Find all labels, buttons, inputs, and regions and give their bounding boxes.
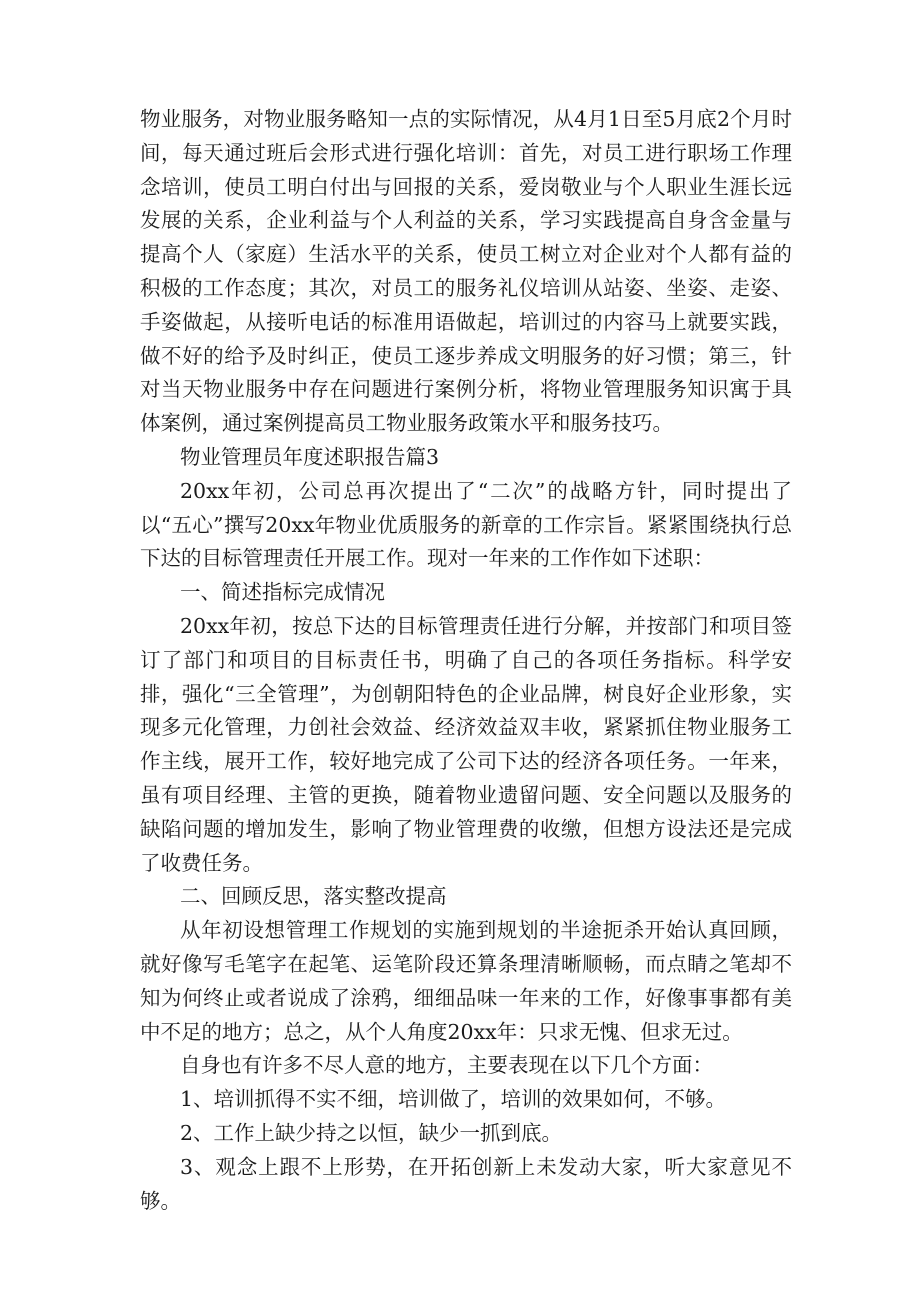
paragraph-shortcomings-intro: 自身也有许多不尽人意的地方，主要表现在以下几个方面： <box>180 1053 713 1078</box>
paragraph-training-continuation: 物业服务，对物业服务略知一点的实际情况，从4月1日至5月底2个月时间，每天通过班后会形式进行强化培训：首先，对员工进行职场工作理念培训，使员工明白付出与回报的关系，爱岗敬业与个人职业生涯长远发展的关系，企业利益与个人利益的关系，学习实践提高自身含金量与提高个人（家庭）生活水平的关系，使员工树立对企业对个人都有益的积极的工作态度；其次，对员工的服务礼仪培训从站姿、坐姿、走姿、手姿做起，从接听电话的标准用语做起，培训过的内容马上就要实践，做不好的给予及时纠正，使员工逐步养成文明服务的好习惯；第三，针对当天物业服务中存在问题进行案例分析，将物业管理服务知识寓于具体案例，通过案例提高员工物业服务政策水平和服务技巧。 <box>140 107 792 436</box>
section-title-report-3: 物业管理员年度述职报告篇3 <box>180 444 440 469</box>
list-item-shortcoming-3: 3、观念上跟不上形势，在开拓创新上未发动大家，听大家意见不够。 <box>140 1154 792 1213</box>
list-item-shortcoming-1: 1、培训抓得不实不细，培训做了，培训的效果如何，不够。 <box>180 1087 727 1112</box>
paragraph-review-reflection: 从年初设想管理工作规划的实施到规划的半途扼杀开始认真回顾，就好像写毛笔字在起笔、运笔阶段还算条理清晰顺畅，而点睛之笔却不知为何终止或者说成了涂鸦，细细品味一年来的工作，好像事事都有美中不足的地方；总之，从个人角度20xx年：只求无愧、但求无过。 <box>140 918 792 1044</box>
document-page <box>140 103 792 1218</box>
heading-indicator-completion: 一、简述指标完成情况 <box>180 580 385 605</box>
heading-review-reflection: 二、回顾反思，落实整改提高 <box>180 884 447 909</box>
paragraph-indicator-completion: 20xx年初，按总下达的目标管理责任进行分解，并按部门和项目签订了部门和项目的目标责任书，明确了自己的各项任务指标。科学安排，强化“三全管理”，为创朝阳特色的企业品牌，树良好企业形象，实现多元化管理，力创社会效益、经济效益双丰收，紧紧抓住物业服务工作主线，展开工作，较好地完成了公司下达的经济各项任务。一年来，虽有项目经理、主管的更换，随着物业遗留问题、安全问题以及服务的缺陷问题的增加发生，影响了物业管理费的收缴，但想方设法还是完成了收费任务。 <box>140 613 792 875</box>
list-item-shortcoming-2: 2、工作上缺少持之以恒，缺少一抓到底。 <box>180 1120 563 1145</box>
paragraph-intro: 20xx年初，公司总再次提出了“二次”的战略方针，同时提出了以“五心”撰写20xx年物业优质服务的新章的工作宗旨。紧紧围绕执行总下达的目标管理责任开展工作。现对一年来的工作作如下述职： <box>140 478 792 571</box>
